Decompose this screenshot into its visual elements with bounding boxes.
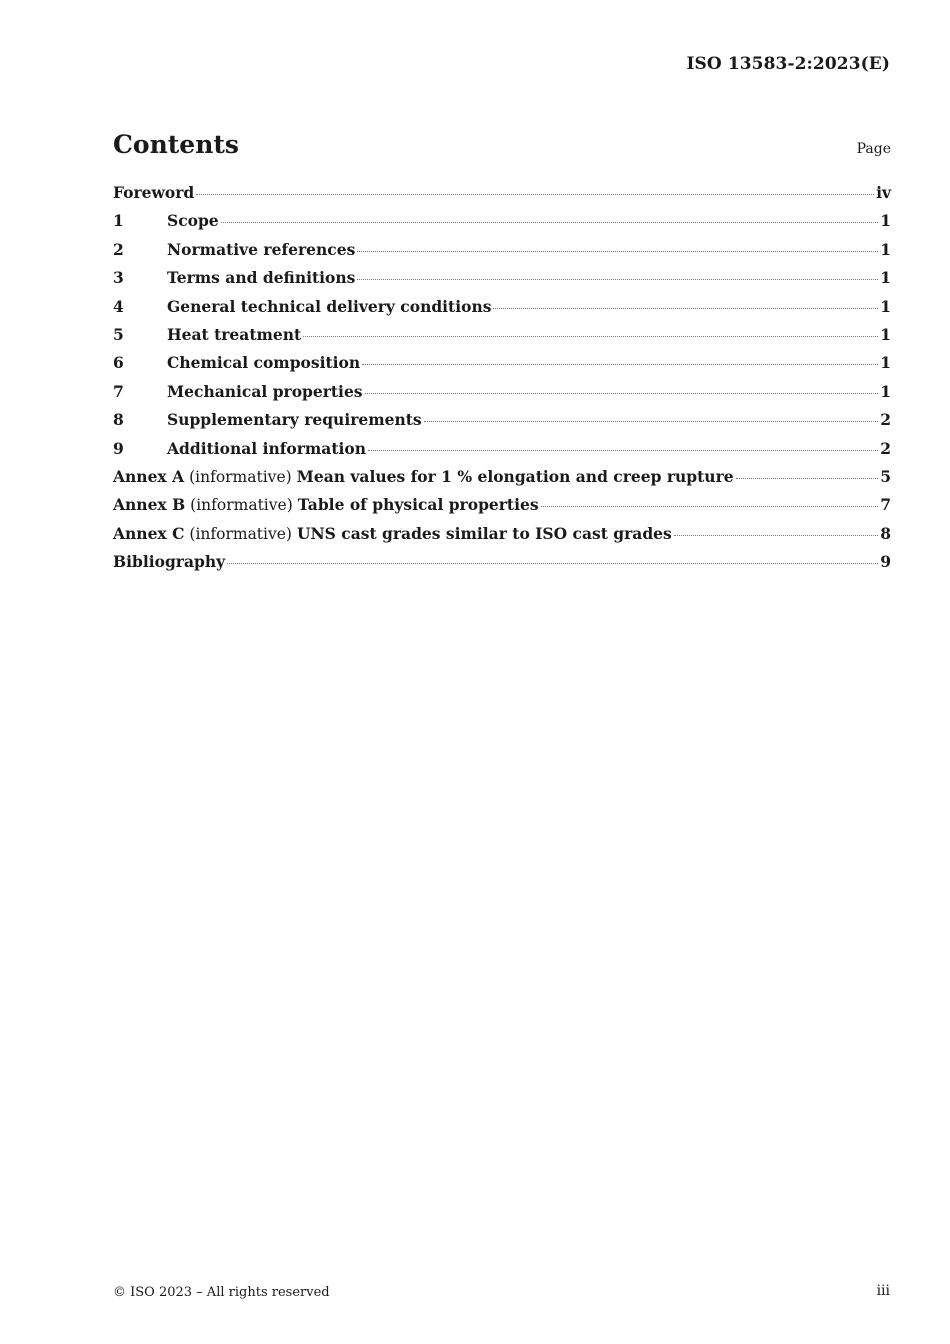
toc-entry-title: Mechanical properties bbox=[167, 381, 363, 401]
toc-dot-leader bbox=[493, 308, 878, 309]
table-of-contents bbox=[113, 183, 891, 580]
toc-annex-type: (informative) bbox=[189, 467, 292, 486]
toc-entry-page: 9 bbox=[880, 552, 891, 572]
toc-entry-title: Heat treatment bbox=[167, 324, 302, 344]
toc-entry-number: 4 bbox=[113, 296, 124, 316]
toc-dot-leader bbox=[368, 450, 878, 451]
toc-entry-page: 1 bbox=[880, 239, 891, 259]
toc-entry-number: 8 bbox=[113, 410, 124, 430]
toc-entry-clause-7[interactable] bbox=[113, 382, 891, 410]
toc-entry-number: 1 bbox=[113, 211, 124, 231]
toc-entry-number: 7 bbox=[113, 381, 124, 401]
toc-entry-clause-5[interactable] bbox=[113, 325, 891, 353]
toc-dot-leader bbox=[424, 421, 879, 422]
toc-entry-page: 1 bbox=[880, 353, 891, 373]
toc-entry-page: 2 bbox=[880, 438, 891, 458]
toc-entry-title: Table of physical properties bbox=[297, 495, 539, 515]
toc-entry-clause-6[interactable] bbox=[113, 353, 891, 381]
toc-entry-page: 8 bbox=[880, 523, 891, 543]
toc-entry-page: 1 bbox=[880, 381, 891, 401]
toc-entry-page: 1 bbox=[880, 324, 891, 344]
toc-dot-leader bbox=[357, 279, 878, 280]
toc-entry-clause-1[interactable] bbox=[113, 211, 891, 239]
toc-entry-title: Foreword bbox=[113, 183, 195, 202]
toc-entry-clause-3[interactable] bbox=[113, 268, 891, 296]
toc-dot-leader bbox=[357, 251, 878, 252]
toc-annex-type: (informative) bbox=[189, 524, 292, 543]
toc-entry-page: 1 bbox=[880, 296, 891, 316]
toc-entry-page: iv bbox=[876, 183, 891, 202]
toc-dot-leader bbox=[365, 393, 879, 394]
toc-entry-page: 1 bbox=[880, 268, 891, 288]
toc-entry-title: Normative references bbox=[167, 239, 356, 259]
toc-dot-leader bbox=[221, 222, 879, 223]
toc-entry-title: Scope bbox=[167, 211, 219, 231]
toc-annex-label: Annex A bbox=[113, 466, 185, 486]
toc-entry-title: Chemical composition bbox=[167, 353, 361, 373]
toc-entry-annex-c[interactable] bbox=[113, 524, 891, 552]
toc-entry-title: Additional information bbox=[167, 438, 367, 458]
toc-dot-leader bbox=[674, 535, 878, 536]
toc-annex-label: Annex B bbox=[113, 495, 186, 515]
toc-annex-label: Annex C bbox=[113, 523, 185, 543]
toc-entry-annex-a[interactable] bbox=[113, 467, 891, 495]
toc-entry-bibliography[interactable] bbox=[113, 552, 891, 580]
toc-entry-title: UNS cast grades similar to ISO cast grades bbox=[296, 523, 672, 543]
toc-entry-clause-8[interactable] bbox=[113, 410, 891, 438]
toc-entry-page: 1 bbox=[880, 211, 891, 231]
toc-entry-number: 5 bbox=[113, 324, 124, 344]
toc-dot-leader bbox=[227, 563, 878, 564]
toc-dot-leader bbox=[736, 478, 879, 479]
footer-page-number: iii bbox=[876, 1283, 890, 1299]
toc-entry-title: Bibliography bbox=[113, 552, 226, 572]
footer-copyright: © ISO 2023 – All rights reserved bbox=[113, 1285, 330, 1300]
toc-entry-foreword[interactable] bbox=[113, 183, 891, 211]
document-id: ISO 13583-2:2023(E) bbox=[686, 54, 890, 74]
toc-entry-title: General technical delivery conditions bbox=[167, 296, 492, 316]
toc-entry-page: 2 bbox=[880, 410, 891, 430]
toc-dot-leader bbox=[541, 506, 879, 507]
toc-entry-annex-b[interactable] bbox=[113, 495, 891, 523]
toc-annex-type: (informative) bbox=[190, 496, 293, 515]
toc-entry-title: Supplementary requirements bbox=[167, 410, 422, 430]
toc-entry-title: Terms and definitions bbox=[167, 268, 356, 288]
toc-entry-clause-4[interactable] bbox=[113, 297, 891, 325]
page-column-label: Page bbox=[856, 141, 891, 157]
contents-title: Contents bbox=[113, 130, 240, 159]
toc-entry-page: 7 bbox=[880, 495, 891, 515]
toc-entry-clause-9[interactable] bbox=[113, 439, 891, 467]
contents-header bbox=[113, 130, 891, 159]
toc-entry-page: 5 bbox=[880, 466, 891, 486]
toc-entry-number: 6 bbox=[113, 353, 124, 373]
toc-dot-leader bbox=[303, 336, 878, 337]
toc-dot-leader bbox=[362, 364, 878, 365]
toc-entry-number: 3 bbox=[113, 268, 124, 288]
toc-entry-title: Mean values for 1 % elongation and creep rupture bbox=[296, 466, 734, 486]
toc-entry-number: 9 bbox=[113, 438, 124, 458]
toc-entry-number: 2 bbox=[113, 239, 124, 259]
toc-dot-leader bbox=[196, 194, 874, 195]
toc-entry-clause-2[interactable] bbox=[113, 240, 891, 268]
